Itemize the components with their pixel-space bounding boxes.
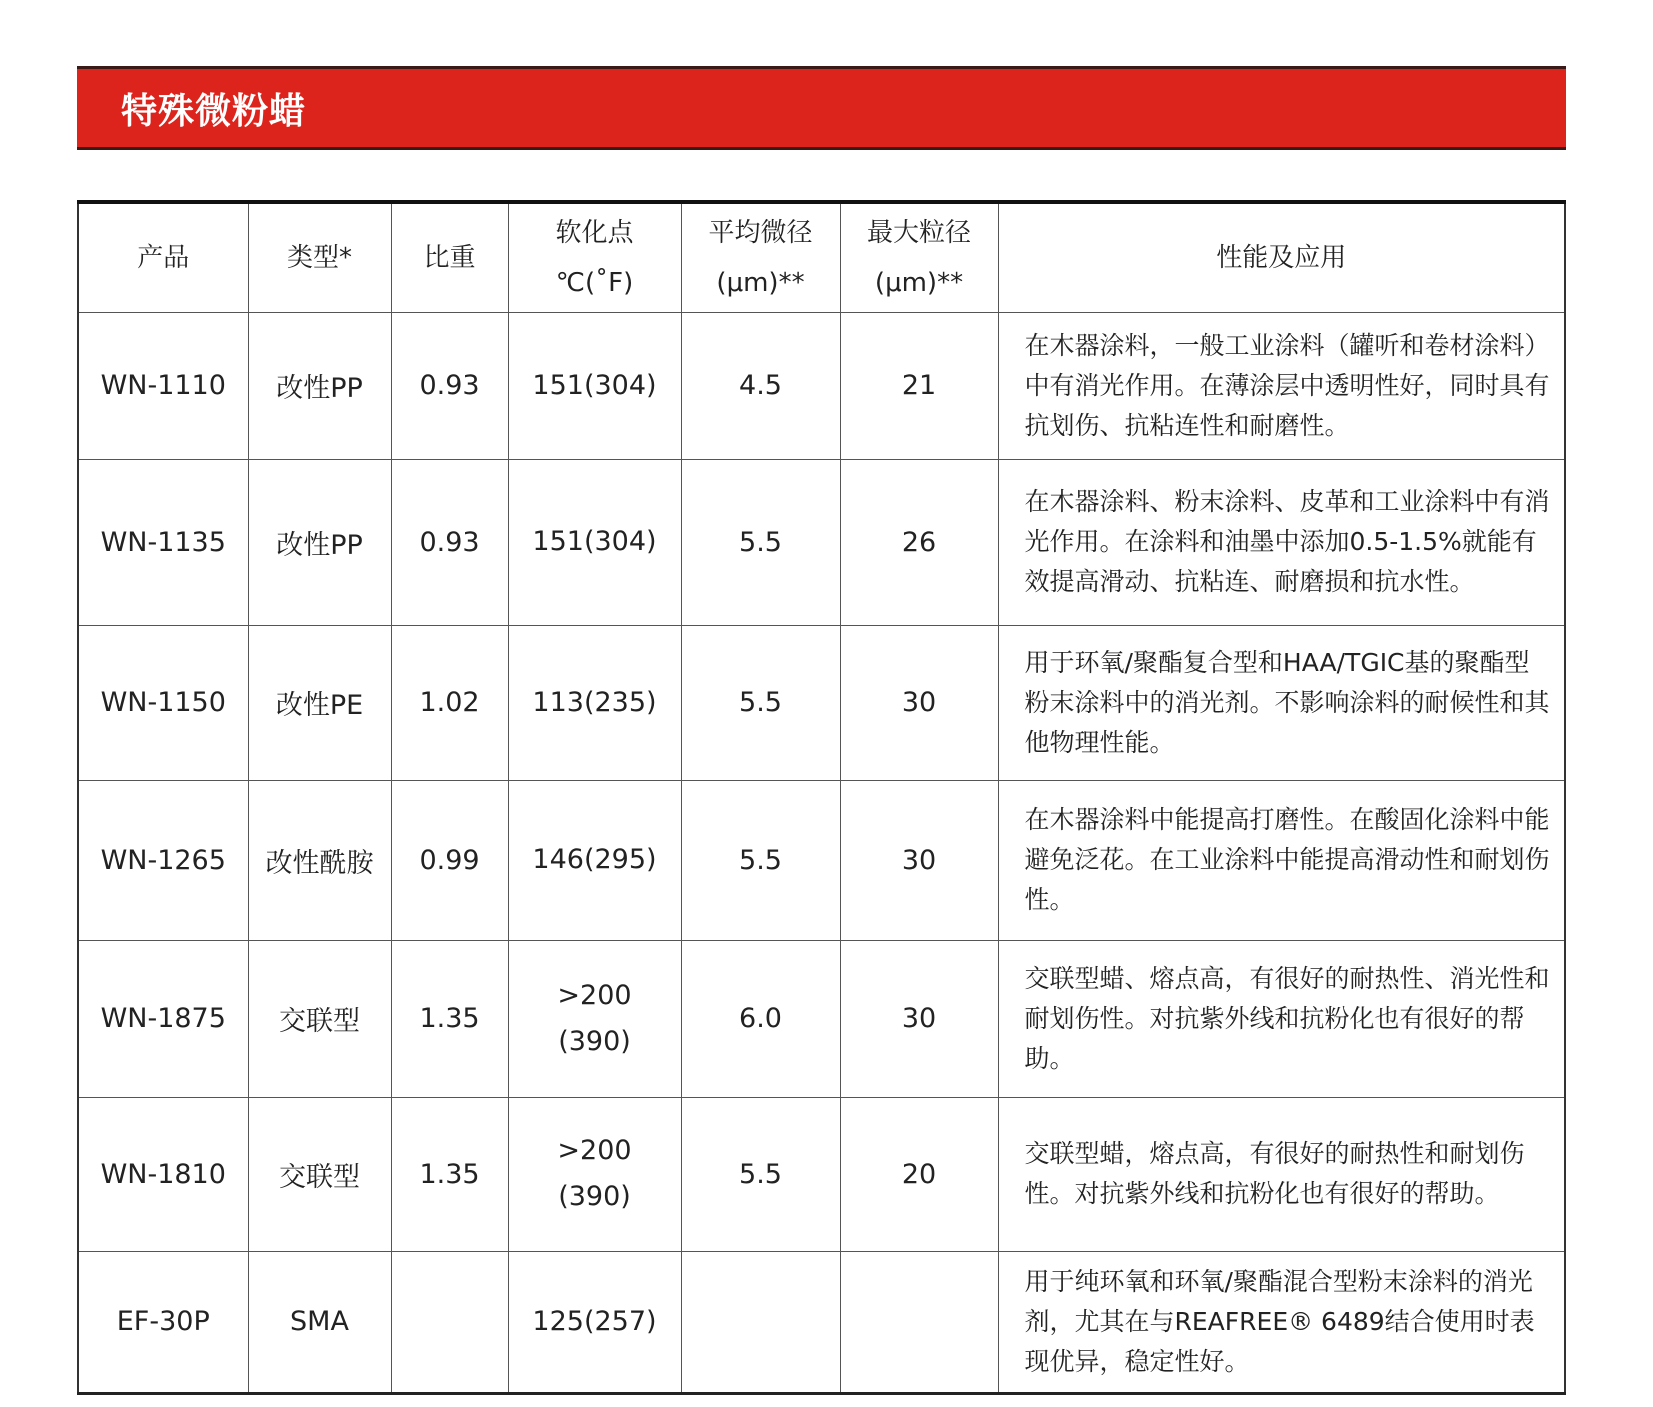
cell-type: SMA (248, 1251, 391, 1393)
product-table (77, 200, 1566, 1395)
cell-density: 0.93 (391, 459, 508, 625)
header-max-unit: (μm)** (874, 267, 964, 298)
header-product: 产品 (78, 202, 248, 312)
cell-application: 用于纯环氧和环氧/聚酯混合型粉末涂料的消光剂，尤其在与REAFREE® 6489结合使用时表现优异，稳定性好。 (998, 1251, 1565, 1393)
cell-softening-point (508, 625, 681, 780)
table-row (78, 459, 1565, 625)
cell-application: 在木器涂料中能提高打磨性。在酸固化涂料中能避免泛花。在工业涂料中能提高滑动性和耐划伤性。 (998, 780, 1565, 940)
cell-max-size: 30 (840, 780, 998, 940)
cell-application: 在木器涂料，一般工业涂料（罐听和卷材涂料）中有消光作用。在薄涂层中透明性好，同时具有抗划伤、抗粘连性和耐磨性。 (998, 312, 1565, 459)
cell-max-size: 20 (840, 1097, 998, 1251)
header-avg-size (681, 202, 840, 312)
cell-softening-point (508, 940, 681, 1097)
section-title-banner (77, 66, 1566, 150)
softening-value: 113(235) (532, 686, 657, 718)
cell-application: 交联型蜡，熔点高，有很好的耐热性和耐划伤性。对抗紫外线和抗粉化也有很好的帮助。 (998, 1097, 1565, 1251)
cell-avg-size: 5.5 (681, 625, 840, 780)
table-row (78, 1251, 1565, 1393)
cell-softening-point (508, 1251, 681, 1393)
cell-type: 交联型 (248, 1097, 391, 1251)
softening-value: 151(304) (532, 526, 657, 557)
cell-avg-size: 4.5 (681, 312, 840, 459)
cell-density: 1.35 (391, 1097, 508, 1251)
cell-avg-size: 6.0 (681, 940, 840, 1097)
cell-softening-point (508, 1097, 681, 1251)
cell-max-size: 26 (840, 459, 998, 625)
cell-product: WN-1810 (78, 1097, 248, 1251)
header-softening-unit: ℃(˚F) (555, 267, 634, 298)
cell-density: 1.35 (391, 940, 508, 1097)
softening-value: >200 (557, 979, 632, 1011)
header-application: 性能及应用 (998, 202, 1565, 312)
cell-type: 改性酰胺 (248, 780, 391, 940)
header-max-size (840, 202, 998, 312)
softening-value: 125(257) (532, 1305, 657, 1337)
cell-type: 改性PP (248, 459, 391, 625)
cell-density (391, 1251, 508, 1393)
table-row (78, 625, 1565, 780)
cell-type: 改性PP (248, 312, 391, 459)
section-title: 特殊微粉蜡 (121, 91, 307, 132)
cell-max-size: 21 (840, 312, 998, 459)
cell-max-size (840, 1251, 998, 1393)
softening-value: 146(295) (532, 844, 657, 875)
cell-density: 0.99 (391, 780, 508, 940)
table-row (78, 312, 1565, 459)
cell-product: EF-30P (78, 1251, 248, 1393)
header-softening-label: 软化点 (555, 217, 634, 248)
header-avg-unit: (μm)** (716, 267, 805, 298)
cell-type: 交联型 (248, 940, 391, 1097)
header-row (78, 202, 1565, 312)
header-type: 类型* (248, 202, 391, 312)
cell-application: 在木器涂料、粉末涂料、皮革和工业涂料中有消光作用。在涂料和油墨中添加0.5-1.5%就能有效提高滑动、抗粘连、耐磨损和抗水性。 (998, 459, 1565, 625)
cell-softening-point (508, 780, 681, 940)
softening-value: 151(304) (532, 369, 657, 401)
cell-max-size: 30 (840, 940, 998, 1097)
cell-avg-size: 5.5 (681, 780, 840, 940)
softening-value: >200 (557, 1135, 632, 1166)
cell-type: 改性PE (248, 625, 391, 780)
cell-avg-size (681, 1251, 840, 1393)
cell-density: 1.02 (391, 625, 508, 780)
table-row (78, 780, 1565, 940)
cell-avg-size: 5.5 (681, 1097, 840, 1251)
cell-density: 0.93 (391, 312, 508, 459)
cell-product: WN-1265 (78, 780, 248, 940)
cell-application: 用于环氧/聚酯复合型和HAA/TGIC基的聚酯型粉末涂料中的消光剂。不影响涂料的耐候性和其他物理性能。 (998, 625, 1565, 780)
softening-value: (390) (558, 1181, 631, 1212)
cell-product: WN-1110 (78, 312, 248, 459)
header-avg-label: 平均微径 (708, 217, 813, 248)
cell-softening-point (508, 459, 681, 625)
table-row (78, 940, 1565, 1097)
softening-value: (390) (558, 1025, 631, 1057)
cell-avg-size: 5.5 (681, 459, 840, 625)
cell-softening-point (508, 312, 681, 459)
cell-product: WN-1135 (78, 459, 248, 625)
cell-application: 交联型蜡、熔点高，有很好的耐热性、消光性和耐划伤性。对抗紫外线和抗粉化也有很好的帮助。 (998, 940, 1565, 1097)
header-max-label: 最大粒径 (866, 217, 971, 248)
table-row (78, 1097, 1565, 1251)
cell-product: WN-1875 (78, 940, 248, 1097)
cell-product: WN-1150 (78, 625, 248, 780)
header-softening-point (508, 202, 681, 312)
header-density: 比重 (391, 202, 508, 312)
cell-max-size: 30 (840, 625, 998, 780)
